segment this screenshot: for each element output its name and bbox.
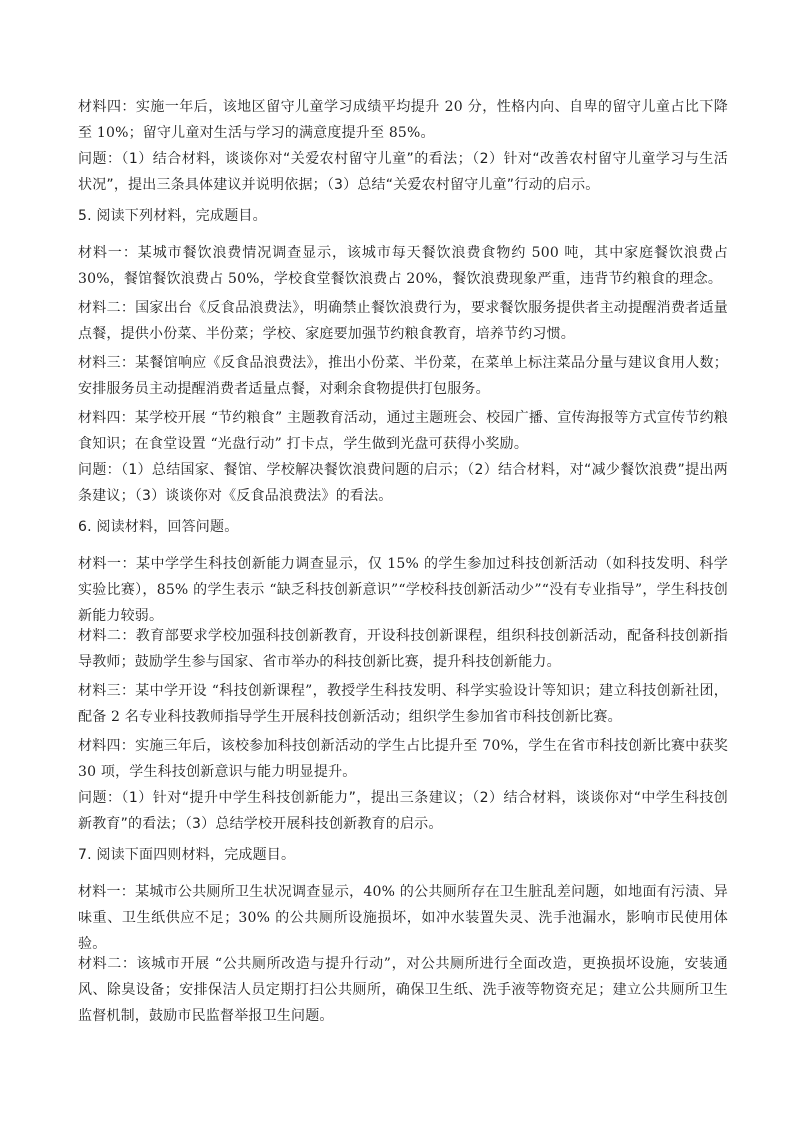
heading-question-6: 6. 阅读材料，回答问题。	[78, 519, 239, 535]
paragraph-material-1-food: 材料一：某城市餐饮浪费情况调查显示，该城市每天餐饮浪费食物约 500 吨，其中家庭餐饮浪费占 30%，餐馆餐饮浪费占 50%，学校食堂餐饮浪费占 20%，餐饮浪费现象严重，违背节约粮食的理念。	[78, 245, 728, 287]
paragraph-material-3-food: 材料三：某餐馆响应《反食品浪费法》，推出小份菜、半份菜，在菜单上标注菜品分量与建议食用人数；安排服务员主动提醒消费者适量点餐，对剩余食物提供打包服务。	[78, 355, 728, 397]
heading-question-7: 7. 阅读下面四则材料，完成题目。	[78, 847, 296, 863]
paragraph-material-3-tech: 材料三：某中学开设 “科技创新课程”，教授学生科技发明、科学实验设计等知识；建立科技创新社团，配备 2 名专业科技教师指导学生开展科技创新活动；组织学生参加省市科技创新比赛。	[78, 683, 728, 725]
paragraph-material-1-toilet: 材料一：某城市公共厕所卫生状况调查显示，40% 的公共厕所存在卫生脏乱差问题，如地面有污渍、异味重、卫生纸供应不足；30% 的公共厕所设施损坏，如冲水装置失灵、洗手池漏水，影响市民使用体验。	[78, 884, 728, 952]
paragraph-material-1-tech: 材料一：某中学学生科技创新能力调查显示，仅 15% 的学生参加过科技创新活动（如科技发明、科学实验比赛），85% 的学生表示 “缺乏科技创新意识”“学校科技创新活动少”“没有专业指导”，学生科技创新能力较弱。	[78, 556, 728, 624]
paragraph-material-4-children: 材料四：实施一年后，该地区留守儿童学习成绩平均提升 20 分，性格内向、自卑的留守儿童占比下降至 10%；留守儿童对生活与学习的满意度提升至 85%。	[78, 99, 728, 141]
paragraph-material-2-toilet: 材料二：该城市开展 “公共厕所改造与提升行动”，对公共厕所进行全面改造，更换损坏设施，安装通风、除臭设备；安排保洁人员定期打扫公共厕所，确保卫生纸、洗手液等物资充足；建立公共厕所卫生监督机制，鼓励市民监督举报卫生问题。	[78, 956, 728, 1024]
paragraph-material-4-food: 材料四：某学校开展 “节约粮食” 主题教育活动，通过主题班会、校园广播、宣传海报等方式宣传节约粮食知识；在食堂设置 “光盘行动” 打卡点，学生做到光盘可获得小奖励。	[78, 410, 728, 452]
paragraph-material-2-food: 材料二：国家出台《反食品浪费法》，明确禁止餐饮浪费行为，要求餐饮服务提供者主动提醒消费者适量点餐，提供小份菜、半份菜；学校、家庭要加强节约粮食教育，培养节约习惯。	[78, 300, 728, 342]
paragraph-question-tech: 问题：（1）针对“提升中学生科技创新能力”，提出三条建议；（2）结合材料，谈谈你对“中学生科技创新教育”的看法；（3）总结学校开展科技创新教育的启示。	[78, 790, 728, 832]
heading-question-5: 5. 阅读下列材料，完成题目。	[78, 208, 267, 224]
paragraph-material-2-tech: 材料二：教育部要求学校加强科技创新教育，开设科技创新课程，组织科技创新活动，配备科技创新指导教师；鼓励学生参与国家、省市举办的科技创新比赛，提升科技创新能力。	[78, 628, 728, 670]
paragraph-question-children: 问题：（1）结合材料，谈谈你对“关爱农村留守儿童”的看法；（2）针对“改善农村留守儿童学习与生活状况”，提出三条具体建议并说明依据；（3）总结“关爱农村留守儿童”行动的启示。	[78, 151, 728, 193]
paragraph-material-4-tech: 材料四：实施三年后，该校参加科技创新活动的学生占比提升至 70%，学生在省市科技创新比赛中获奖 30 项，学生科技创新意识与能力明显提升。	[78, 738, 728, 780]
paragraph-question-food: 问题：（1）总结国家、餐馆、学校解决餐饮浪费问题的启示；（2）结合材料，对“减少餐饮浪费”提出两条建议；（3）谈谈你对《反食品浪费法》的看法。	[78, 462, 728, 504]
